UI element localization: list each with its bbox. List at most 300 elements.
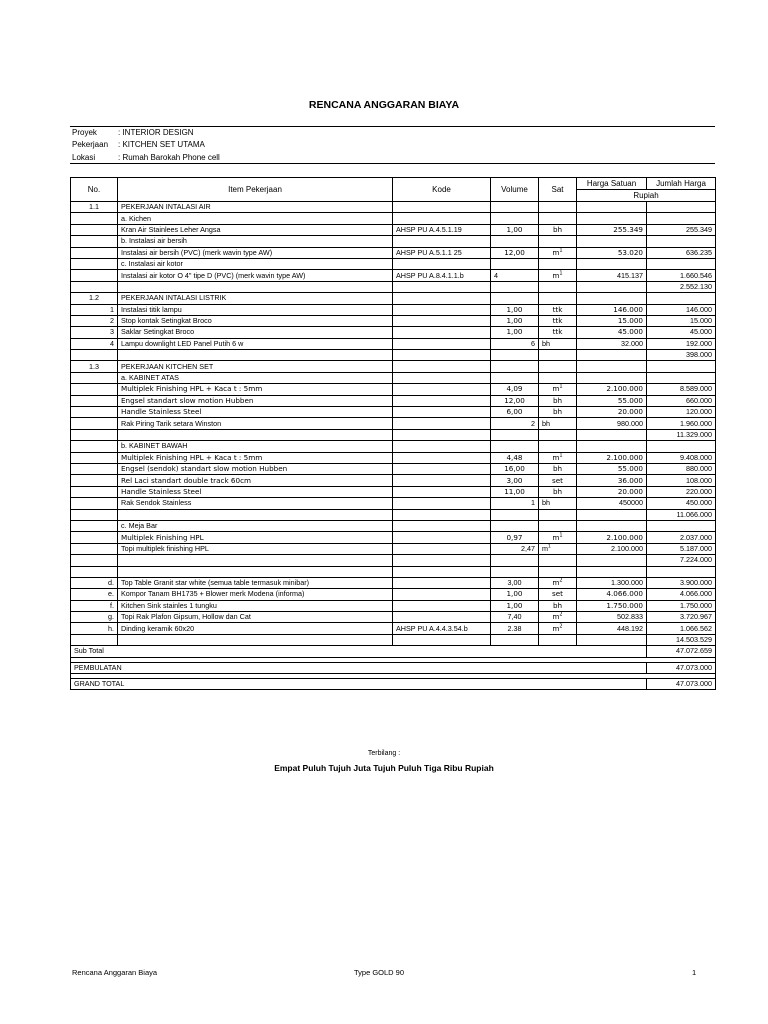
total-price xyxy=(647,441,716,452)
item-unit xyxy=(539,475,577,486)
table-row xyxy=(71,623,716,634)
row-number xyxy=(71,236,118,247)
item-unit xyxy=(539,555,577,566)
table-row xyxy=(71,452,716,463)
col-sat: Sat xyxy=(539,178,577,202)
item-name: c. Meja Bar xyxy=(118,520,393,531)
item-code xyxy=(393,429,491,440)
table-row xyxy=(71,520,716,531)
blank-cell xyxy=(491,566,539,577)
unit-price: 255.349 xyxy=(577,224,647,235)
header-rule-bottom xyxy=(70,163,715,164)
item-code xyxy=(393,361,491,372)
item-volume: 11,00 xyxy=(491,486,539,497)
item-unit xyxy=(539,247,577,258)
row-number xyxy=(71,475,118,486)
item-volume xyxy=(491,520,539,531)
total-price: 8.589.000 xyxy=(647,384,716,395)
item-code xyxy=(393,213,491,224)
table-row xyxy=(71,555,716,566)
header-rule-top xyxy=(70,126,715,127)
item-name: Engsel (sendok) standart slow motion Hubben xyxy=(118,463,393,474)
meta-key: Pekerjaan xyxy=(72,140,109,149)
item-volume xyxy=(491,372,539,383)
row-number xyxy=(71,441,118,452)
item-name: Stop kontak Setingkat Broco xyxy=(118,315,393,326)
item-unit xyxy=(539,304,577,315)
item-code xyxy=(393,532,491,543)
footer-page-number: 1 xyxy=(692,968,697,977)
unit-label: bh xyxy=(542,418,550,428)
total-price: 192.000 xyxy=(647,338,716,349)
item-volume: 12,00 xyxy=(491,247,539,258)
unit-price: 2.100.000 xyxy=(577,452,647,463)
total-price: 120.000 xyxy=(647,407,716,418)
item-name: Rak Piring Tarik setara Winston xyxy=(118,418,393,429)
unit-label: ttk xyxy=(552,327,563,337)
item-unit xyxy=(539,589,577,600)
table-row xyxy=(71,498,716,509)
table-row xyxy=(71,372,716,383)
unit-price xyxy=(577,555,647,566)
item-code xyxy=(393,520,491,531)
item-volume xyxy=(491,293,539,304)
meta-key: Lokasi xyxy=(72,153,96,162)
item-code xyxy=(393,407,491,418)
table-row xyxy=(71,361,716,372)
item-code xyxy=(393,452,491,463)
item-code xyxy=(393,372,491,383)
unit-price xyxy=(577,441,647,452)
item-unit xyxy=(539,361,577,372)
col-no: No. xyxy=(71,178,118,202)
table-row xyxy=(71,463,716,474)
item-code xyxy=(393,338,491,349)
item-code xyxy=(393,475,491,486)
total-price xyxy=(647,293,716,304)
item-code xyxy=(393,350,491,361)
total-price: 1.660.546 xyxy=(647,270,716,281)
total-price xyxy=(647,202,716,213)
item-unit xyxy=(539,612,577,623)
row-number xyxy=(71,270,118,281)
item-unit xyxy=(539,498,577,509)
total-price xyxy=(647,258,716,269)
item-code xyxy=(393,577,491,588)
item-name: c. Instalasi air kotor xyxy=(118,258,393,269)
item-unit xyxy=(539,418,577,429)
item-unit xyxy=(539,429,577,440)
item-volume xyxy=(491,258,539,269)
row-number xyxy=(71,350,118,361)
item-unit xyxy=(539,441,577,452)
totals-body xyxy=(71,646,716,690)
item-volume xyxy=(491,350,539,361)
item-unit xyxy=(539,634,577,645)
row-number xyxy=(71,384,118,395)
row-number xyxy=(71,486,118,497)
section-title: PEKERJAAN INTALASI AIR xyxy=(118,202,393,213)
row-number xyxy=(71,634,118,645)
col-harga-satuan: Harga Satuan xyxy=(577,178,647,190)
meta-value: : INTERIOR DESIGN xyxy=(118,128,194,137)
item-volume xyxy=(491,361,539,372)
unit-exponent: 2 xyxy=(559,577,563,584)
row-number: 1.2 xyxy=(71,293,118,304)
item-unit xyxy=(539,452,577,463)
item-unit xyxy=(539,463,577,474)
total-row xyxy=(71,662,716,673)
unit-label: bh xyxy=(552,486,563,496)
unit-label: bh xyxy=(552,407,563,417)
item-name: Engsel standart slow motion Hubben xyxy=(118,395,393,406)
unit-label: m xyxy=(552,612,560,622)
item-name xyxy=(118,509,393,520)
item-name: a. KABINET ATAS xyxy=(118,372,393,383)
item-volume xyxy=(491,236,539,247)
unit-exponent: 1 xyxy=(559,532,563,539)
unit-price: 980.000 xyxy=(577,418,647,429)
item-unit xyxy=(539,213,577,224)
col-rupiah: Rupiah xyxy=(577,190,716,202)
item-code xyxy=(393,612,491,623)
item-unit xyxy=(539,486,577,497)
table-row xyxy=(71,612,716,623)
item-volume: 4 xyxy=(491,270,539,281)
item-volume xyxy=(491,281,539,292)
table-row xyxy=(71,418,716,429)
meta-proyek xyxy=(72,128,194,137)
item-volume xyxy=(491,555,539,566)
item-name xyxy=(118,555,393,566)
item-code: AHSP PU A.4.5.1.19 xyxy=(393,224,491,235)
item-code xyxy=(393,202,491,213)
item-volume: 1,00 xyxy=(491,224,539,235)
total-price: 2.037.000 xyxy=(647,532,716,543)
total-price: 636.235 xyxy=(647,247,716,258)
item-name: Instalasi titik lampu xyxy=(118,304,393,315)
item-name: Dinding keramik 60x20 xyxy=(118,623,393,634)
item-code xyxy=(393,304,491,315)
table-row xyxy=(71,543,716,554)
item-name: b. KABINET BAWAH xyxy=(118,441,393,452)
item-name: Topi Rak Plafon Gipsum, Hollow dan Cat xyxy=(118,612,393,623)
unit-label: m xyxy=(552,384,560,394)
item-name: Top Table Granit star white (semua table termasuk minibar) xyxy=(118,577,393,588)
item-unit xyxy=(539,623,577,634)
item-volume: 2.38 xyxy=(491,623,539,634)
item-volume: 2,47 xyxy=(491,543,539,554)
total-value: 47.072.659 xyxy=(647,646,716,657)
table-row xyxy=(71,281,716,292)
item-code xyxy=(393,236,491,247)
item-unit xyxy=(539,224,577,235)
unit-price xyxy=(577,520,647,531)
row-number xyxy=(71,281,118,292)
item-volume: 4,48 xyxy=(491,452,539,463)
item-name xyxy=(118,429,393,440)
unit-price: 32.000 xyxy=(577,338,647,349)
total-price: 5.187.000 xyxy=(647,543,716,554)
unit-price: 45.000 xyxy=(577,327,647,338)
item-name: Lampu downlight LED Panel Putih 6 w xyxy=(118,338,393,349)
subtotal-value: 11.329.000 xyxy=(647,429,716,440)
unit-price: 1.750.000 xyxy=(577,600,647,611)
unit-price xyxy=(577,236,647,247)
item-name: a. Kichen xyxy=(118,213,393,224)
row-number xyxy=(71,247,118,258)
table-row xyxy=(71,270,716,281)
table-row xyxy=(71,338,716,349)
unit-exponent: 2 xyxy=(559,623,563,630)
row-number: 1.3 xyxy=(71,361,118,372)
item-name: Instalasi air kotor O 4" tipe D (PVC) (merk wavin type AW) xyxy=(118,270,393,281)
item-unit xyxy=(539,407,577,418)
table-row xyxy=(71,509,716,520)
unit-label: bh xyxy=(542,338,550,348)
row-number xyxy=(71,463,118,474)
unit-label: m xyxy=(552,452,560,462)
item-volume: 7,40 xyxy=(491,612,539,623)
row-number: 4 xyxy=(71,338,118,349)
unit-label: m xyxy=(542,543,548,553)
unit-label: set xyxy=(552,589,563,599)
total-price: 9.408.000 xyxy=(647,452,716,463)
unit-price: 15.000 xyxy=(577,315,647,326)
unit-label: set xyxy=(552,475,563,485)
item-unit xyxy=(539,384,577,395)
unit-label: bh xyxy=(552,600,563,610)
unit-price xyxy=(577,509,647,520)
item-volume: 1,00 xyxy=(491,589,539,600)
unit-label: ttk xyxy=(552,316,563,326)
item-volume: 6,00 xyxy=(491,407,539,418)
item-volume xyxy=(491,429,539,440)
item-volume: 1 xyxy=(491,498,539,509)
table-row xyxy=(71,247,716,258)
item-unit xyxy=(539,202,577,213)
col-kode: Kode xyxy=(393,178,491,202)
row-number xyxy=(71,258,118,269)
blank-cell xyxy=(539,566,577,577)
unit-price xyxy=(577,372,647,383)
item-code: AHSP PU A.8.4.1.1.b xyxy=(393,270,491,281)
unit-price xyxy=(577,429,647,440)
item-code xyxy=(393,327,491,338)
terbilang-label: Terbilang : xyxy=(367,750,401,757)
item-code xyxy=(393,258,491,269)
row-number xyxy=(71,418,118,429)
item-name xyxy=(118,634,393,645)
unit-price: 502.833 xyxy=(577,612,647,623)
total-price: 1.960.000 xyxy=(647,418,716,429)
row-number xyxy=(71,429,118,440)
col-jumlah-harga: Jumlah Harga xyxy=(647,178,716,190)
table-row xyxy=(71,589,716,600)
meta-value: : KITCHEN SET UTAMA xyxy=(118,140,205,149)
item-code xyxy=(393,498,491,509)
row-number: 1 xyxy=(71,304,118,315)
table-row xyxy=(71,202,716,213)
item-name: Topi multiplek finishing HPL xyxy=(118,543,393,554)
unit-label: bh xyxy=(542,498,550,508)
unit-price xyxy=(577,213,647,224)
item-code xyxy=(393,293,491,304)
blank-cell xyxy=(647,566,716,577)
item-unit xyxy=(539,532,577,543)
item-code xyxy=(393,486,491,497)
item-code xyxy=(393,600,491,611)
item-name: Kitchen Sink stainles 1 tungku xyxy=(118,600,393,611)
unit-exponent: 2 xyxy=(559,611,563,618)
item-name: Multiplek Finishing HPL + Kaca t : 5mm xyxy=(118,384,393,395)
item-volume: 12,00 xyxy=(491,395,539,406)
unit-price xyxy=(577,361,647,372)
table-row xyxy=(71,532,716,543)
item-code xyxy=(393,395,491,406)
item-unit xyxy=(539,293,577,304)
table-row xyxy=(71,350,716,361)
unit-exponent: 1 xyxy=(559,270,563,277)
budget-table xyxy=(70,177,716,690)
item-code xyxy=(393,634,491,645)
item-unit xyxy=(539,520,577,531)
table-row xyxy=(71,429,716,440)
row-number: f. xyxy=(71,600,118,611)
unit-label: m xyxy=(552,532,560,542)
item-name: Kompor Tanam BH1735 + Blower merk Modena (informa) xyxy=(118,589,393,600)
item-code xyxy=(393,315,491,326)
row-number: g. xyxy=(71,612,118,623)
item-name: Multiplek Finishing HPL xyxy=(118,532,393,543)
unit-price: 146.000 xyxy=(577,304,647,315)
total-price: 255.349 xyxy=(647,224,716,235)
total-price: 4.066.000 xyxy=(647,589,716,600)
item-name xyxy=(118,350,393,361)
item-unit xyxy=(539,577,577,588)
unit-price: 55.000 xyxy=(577,463,647,474)
unit-label: ttk xyxy=(552,304,563,314)
unit-label: m xyxy=(552,270,560,280)
table-row xyxy=(71,634,716,645)
unit-label: bh xyxy=(552,464,563,474)
unit-price: 55.000 xyxy=(577,395,647,406)
row-number xyxy=(71,213,118,224)
unit-price: 450000 xyxy=(577,498,647,509)
total-label: Sub Total xyxy=(71,646,647,657)
item-volume: 1,00 xyxy=(491,304,539,315)
table-row xyxy=(71,315,716,326)
item-unit xyxy=(539,600,577,611)
item-unit xyxy=(539,258,577,269)
item-code xyxy=(393,509,491,520)
item-volume: 6 xyxy=(491,338,539,349)
unit-label: m xyxy=(552,247,560,257)
item-unit xyxy=(539,509,577,520)
total-value: 47.073.000 xyxy=(647,662,716,673)
total-price: 15.000 xyxy=(647,315,716,326)
item-unit xyxy=(539,543,577,554)
row-number xyxy=(71,543,118,554)
section-title: PEKERJAAN INTALASI LISTRIK xyxy=(118,293,393,304)
footer-left: Rencana Anggaran Biaya xyxy=(72,968,158,977)
unit-price: 415.137 xyxy=(577,270,647,281)
table-row xyxy=(71,236,716,247)
total-price: 3.900.000 xyxy=(647,577,716,588)
table-row xyxy=(71,600,716,611)
subtotal-value: 11.066.000 xyxy=(647,509,716,520)
item-unit xyxy=(539,350,577,361)
table-row xyxy=(71,293,716,304)
item-unit xyxy=(539,395,577,406)
row-number xyxy=(71,509,118,520)
total-price: 880.000 xyxy=(647,463,716,474)
item-unit xyxy=(539,270,577,281)
row-number xyxy=(71,407,118,418)
table-row xyxy=(71,486,716,497)
item-code xyxy=(393,281,491,292)
total-price: 450.000 xyxy=(647,498,716,509)
item-volume: 3,00 xyxy=(491,475,539,486)
item-unit xyxy=(539,315,577,326)
subtotal-value: 2.552.130 xyxy=(647,281,716,292)
table-row xyxy=(71,224,716,235)
terbilang-text: Empat Puluh Tujuh Juta Tujuh Puluh Tiga Ribu Rupiah xyxy=(274,763,494,773)
total-label: PEMBULATAN xyxy=(71,662,647,673)
row-number xyxy=(71,372,118,383)
unit-price: 2.100.000 xyxy=(577,543,647,554)
row-number: 2 xyxy=(71,315,118,326)
row-number xyxy=(71,532,118,543)
total-price: 660.000 xyxy=(647,395,716,406)
unit-label: bh xyxy=(552,395,563,405)
footer-center: Type GOLD 90 xyxy=(354,968,405,977)
item-volume xyxy=(491,441,539,452)
total-price xyxy=(647,213,716,224)
row-number xyxy=(71,555,118,566)
unit-label: bh xyxy=(552,224,563,234)
unit-price: 36.000 xyxy=(577,475,647,486)
table-row xyxy=(71,566,716,577)
item-volume: 3,00 xyxy=(491,577,539,588)
unit-price: 20.000 xyxy=(577,407,647,418)
blank-cell xyxy=(118,566,393,577)
unit-label: m xyxy=(552,578,560,588)
unit-exponent: 1 xyxy=(559,452,563,459)
meta-pekerjaan xyxy=(72,140,205,149)
total-price xyxy=(647,520,716,531)
item-code: AHSP PU A.5.1.1 25 xyxy=(393,247,491,258)
item-unit xyxy=(539,372,577,383)
unit-price: 4.066.000 xyxy=(577,589,647,600)
total-price: 1.066.562 xyxy=(647,623,716,634)
subtotal-value: 14.503.529 xyxy=(647,634,716,645)
item-name: Saklar Setingkat Broco xyxy=(118,327,393,338)
item-code xyxy=(393,384,491,395)
total-price: 1.750.000 xyxy=(647,600,716,611)
item-name: Multiplek Finishing HPL + Kaca t : 5mm xyxy=(118,452,393,463)
col-item: Item Pekerjaan xyxy=(118,178,393,202)
meta-key: Proyek xyxy=(72,128,97,137)
total-price: 45.000 xyxy=(647,327,716,338)
total-price: 220.000 xyxy=(647,486,716,497)
unit-exponent: 1 xyxy=(559,384,563,391)
total-row xyxy=(71,646,716,657)
unit-price: 448.192 xyxy=(577,623,647,634)
item-code xyxy=(393,463,491,474)
item-volume: 1,00 xyxy=(491,327,539,338)
table-row xyxy=(71,441,716,452)
